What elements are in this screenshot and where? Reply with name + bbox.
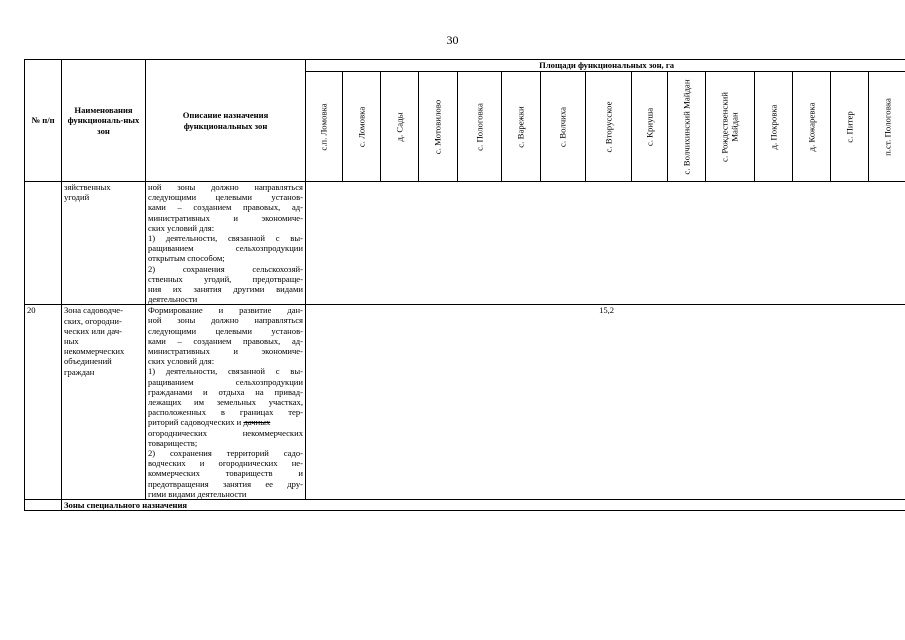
settlement-header [668, 72, 706, 182]
desc-line: 2) сохранения сельскохозяй- [148, 263, 303, 274]
zone-description [146, 182, 306, 305]
desc-line: ращиванием сельхозпродукции [148, 376, 303, 387]
desc-line: ния их занятия другими видами [148, 283, 303, 294]
settlement-header [343, 72, 381, 182]
desc-line: лежащих им земельных участках, [148, 397, 303, 407]
settlement-label: д. Кожаревка [805, 102, 816, 151]
settlement-label: с. Варежки [515, 105, 526, 148]
settlement-header [706, 72, 755, 182]
settlement-header [793, 72, 831, 182]
row-number [25, 182, 62, 305]
settlement-label: п.ст. Пологовка [882, 97, 893, 156]
settlement-label: с. Криуша [643, 107, 654, 146]
desc-line: открытым способом; [148, 253, 225, 264]
settlement-label: д. Покровка [767, 104, 778, 149]
zone-name-line: ческих или дач- [64, 325, 123, 336]
desc-line: водческих и огороднических не- [148, 458, 303, 469]
desc-line: ками – созданием правовых, ад- [148, 335, 303, 346]
desc-line: ских условий для: [148, 356, 215, 367]
desc-line: гими видами деятельности [148, 488, 247, 499]
settlement-header [869, 72, 905, 182]
desc-line: следующими целевыми установ- [148, 325, 303, 336]
name-col-header: Наименования функциональ-ных зон [62, 60, 146, 182]
settlement-label: с. Рождественский Майдан [719, 91, 739, 162]
zone-area-value [306, 182, 905, 305]
page-number: 30 [446, 33, 459, 47]
desc-line: гражданами и отдыха на привад- [148, 386, 303, 397]
table-row [25, 305, 905, 500]
desc-line-with-strike [148, 417, 303, 427]
section-row [25, 499, 905, 510]
settlement-label: с. Волчихинский Майдан [680, 78, 691, 175]
desc-line: ственных угодий, предотвраще- [148, 273, 303, 284]
desc-line: следующими целевыми установ- [148, 192, 303, 203]
desc-line: ной зоны должно направляться [148, 315, 303, 326]
settlement-header [541, 72, 586, 182]
desc-line: ских условий для: [148, 222, 215, 233]
areas-header: Площади функциональных зон, га [306, 60, 905, 72]
settlement-header [755, 72, 793, 182]
section-title: Зоны специального назначения [62, 499, 905, 510]
settlement-label: с. Волчиха [557, 106, 568, 147]
desc-line: 2) сохранения территорий садо- [148, 447, 303, 458]
table-row [25, 182, 905, 305]
settlement-header [831, 72, 869, 182]
zone-name [62, 305, 146, 500]
desc-line: ками – созданием правовых, ад- [148, 202, 303, 213]
zone-name-line: Зона садоводче- [64, 305, 123, 316]
desc-line: ращиванием сельхозпродукции [148, 243, 303, 254]
zone-description [146, 305, 306, 500]
num-col-header: № п/п [25, 60, 62, 182]
header-row-top [25, 60, 905, 72]
settlement-header [381, 72, 419, 182]
desc-col-header: Описание назначения функциональных зон [146, 60, 306, 182]
settlement-label: с. Питер [843, 110, 854, 143]
zone-area-value: 15,2 [306, 305, 905, 500]
settlement-label: с. Мотовилово [432, 99, 443, 154]
zone-name-line: угодий [64, 192, 90, 203]
desc-line: ной зоны должно направляться [148, 182, 303, 192]
zone-name [62, 182, 146, 305]
desc-line: товариществ; [148, 437, 198, 448]
row-number: 20 [25, 305, 62, 500]
settlement-header [458, 72, 502, 182]
functional-zones-table [24, 59, 905, 511]
zone-name-line: некоммерческих [64, 346, 125, 357]
desc-line: министративных и экономиче- [148, 346, 303, 357]
desc-line: расположенных в границах тер- [148, 407, 303, 418]
desc-line: огороднических некоммерческих [148, 427, 303, 438]
zone-name-line: граждан [64, 366, 95, 377]
settlement-label: с. Ломовка [355, 106, 366, 147]
settlement-header [419, 72, 458, 182]
zone-name-line: ских, огородни- [64, 315, 122, 326]
desc-line: министративных и экономиче- [148, 212, 303, 223]
zone-name-line: объединений [64, 356, 112, 367]
desc-line: коммерческих товариществ и [148, 468, 303, 479]
settlement-header [502, 72, 541, 182]
desc-line: деятельности [148, 294, 198, 305]
desc-line-text: риторий садоводческих и [148, 417, 242, 428]
desc-line: 1) деятельности, связанной с вы- [148, 366, 303, 377]
struck-word: дачных [243, 417, 271, 428]
settlement-header [586, 72, 632, 182]
settlement-label: д. Сады [393, 111, 404, 142]
settlement-header [632, 72, 668, 182]
desc-line: предотвращения занятия ее дру- [148, 478, 303, 489]
settlement-label: с. Вторусское [602, 100, 613, 153]
settlement-header [306, 72, 343, 182]
zone-name-line: ных [64, 335, 79, 346]
settlement-label: с.п. Ломовка [318, 102, 329, 151]
settlement-label: с. Пологовка [473, 102, 484, 151]
section-row-num [25, 499, 62, 510]
zone-name-line: зяйственных [64, 182, 111, 192]
desc-line: 1) деятельности, связанной с вы- [148, 232, 303, 243]
desc-line: Формирование и развитие дан- [148, 305, 303, 316]
